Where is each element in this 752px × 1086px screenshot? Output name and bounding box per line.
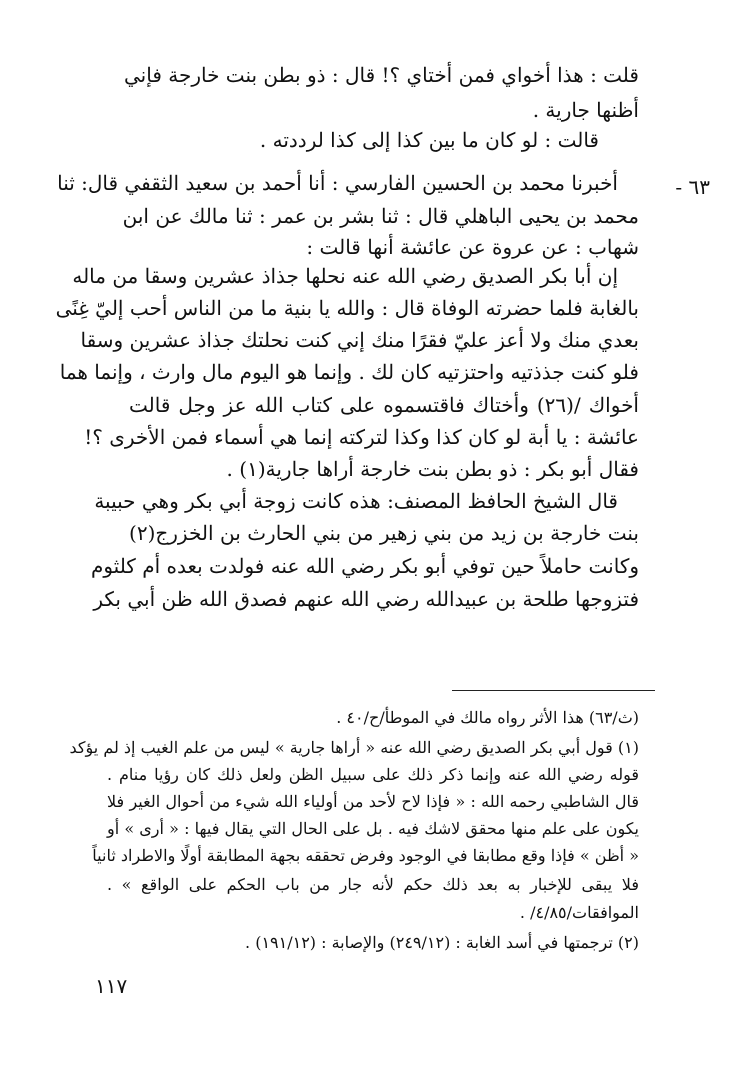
footnote-line-8: الموافقات/٤/٨٥/ . <box>519 903 639 922</box>
body-line-1: قلت : هذا أخواي فمن أختاي ؟! قال : ذو بطن بنت خارجة فإني <box>124 63 639 87</box>
body-line-7: إن أبا بكر الصديق رضي الله عنه نحلها جذاذ عشرين وسقا من ماله <box>72 264 618 288</box>
body-line-8: بالغابة فلما حضرته الوفاة قال : والله يا بنية ما من الناس أحب إليّ غِنًى <box>55 296 639 320</box>
footnote-line-2: (١) قول أبي بكر الصديق رضي الله عنه « أراها جارية » ليس من علم الغيب إذ لم يؤكد <box>69 738 639 757</box>
body-line-4: أخبرنا محمد بن الحسين الفارسي : أنا أحمد بن سعيد الثقفي قال: ثنا <box>57 171 618 195</box>
body-line-15: بنت خارجة بن زيد من بني زهير من بني الحارث بن الخزرج(٢) <box>129 521 639 545</box>
footnote-line-5: يكون على علم منها محقق لاشك فيه . بل على الحال التي يقال فيها : « أرى » أو <box>107 819 639 838</box>
body-line-16: وكانت حاملاً حين توفي أبو بكر رضي الله عنه فولدت بعده أم كلثوم <box>90 554 639 578</box>
footnote-line-9: (٢) ترجمتها في أسد الغابة : (٢٤٩/١٢) والإصابة : (١٩١/١٢) . <box>245 933 639 952</box>
footnote-line-6: « أظن » فإذا وقع مطابقا في الوجود وفرض تحققه بجهة المطابقة أولًا والاطراد ثانياً <box>92 846 639 865</box>
body-line-12: عائشة : يا أبة لو كان كذا وكذا لتركته إنما هي أسماء فمن الأخرى ؟! <box>84 425 639 449</box>
body-line-11: أخواك /(٢٦) وأختاك فاقتسموه على كتاب الله عز وجل قالت <box>129 393 639 417</box>
footnote-line-7: فلا يبقى للإخبار به بعد ذلك حكم لأنه جار من باب الحكم على الواقع » . <box>107 875 639 894</box>
body-line-9: بعدي منك ولا أعز عليّ فقرًا منك إني كنت نحلتك جذاذ عشرين وسقا <box>80 328 639 352</box>
footnote-line-3: قوله رضي الله عنه وإنما ذكر ذلك على سبيل الظن ولعل ذلك كان رؤيا منام . <box>107 765 639 784</box>
body-line-5: محمد بن يحيى الباهلي قال : ثنا بشر بن عمر : ثنا مالك عن ابن <box>122 204 639 228</box>
body-line-2: أظنها جارية . <box>532 98 639 122</box>
body-line-10: فلو كنت جذذتيه واحتزتيه كان لك . وإنما هو اليوم مال وارث ، وإنما هما <box>59 360 639 384</box>
footnote-line-4: قال الشاطبي رحمه الله : « فإذا لاح لأحد من أولياء الله شيء من أحوال الغير فلا <box>107 792 639 811</box>
footnote-line-1: (ث/٦٣) هذا الأثر رواه مالك في الموطأ/ح/٤٠ . <box>336 708 639 727</box>
hadith-number: ٦٣ - <box>675 175 710 199</box>
footnote-separator <box>452 690 655 691</box>
body-line-13: فقال أبو بكر : ذو بطن بنت خارجة أراها جارية(١) . <box>226 457 639 481</box>
body-line-6: شهاب : عن عروة عن عائشة أنها قالت : <box>306 235 639 259</box>
page-number: ١١٧ <box>95 974 128 998</box>
body-line-14: قال الشيخ الحافظ المصنف: هذه كانت زوجة أبي بكر وهي حبيبة <box>94 489 618 513</box>
body-line-3: قالت : لو كان ما بين كذا إلى كذا لرددته . <box>259 128 599 152</box>
body-line-17: فتزوجها طلحة بن عبيدالله رضي الله عنهم فصدق الله ظن أبي بكر <box>93 587 639 611</box>
